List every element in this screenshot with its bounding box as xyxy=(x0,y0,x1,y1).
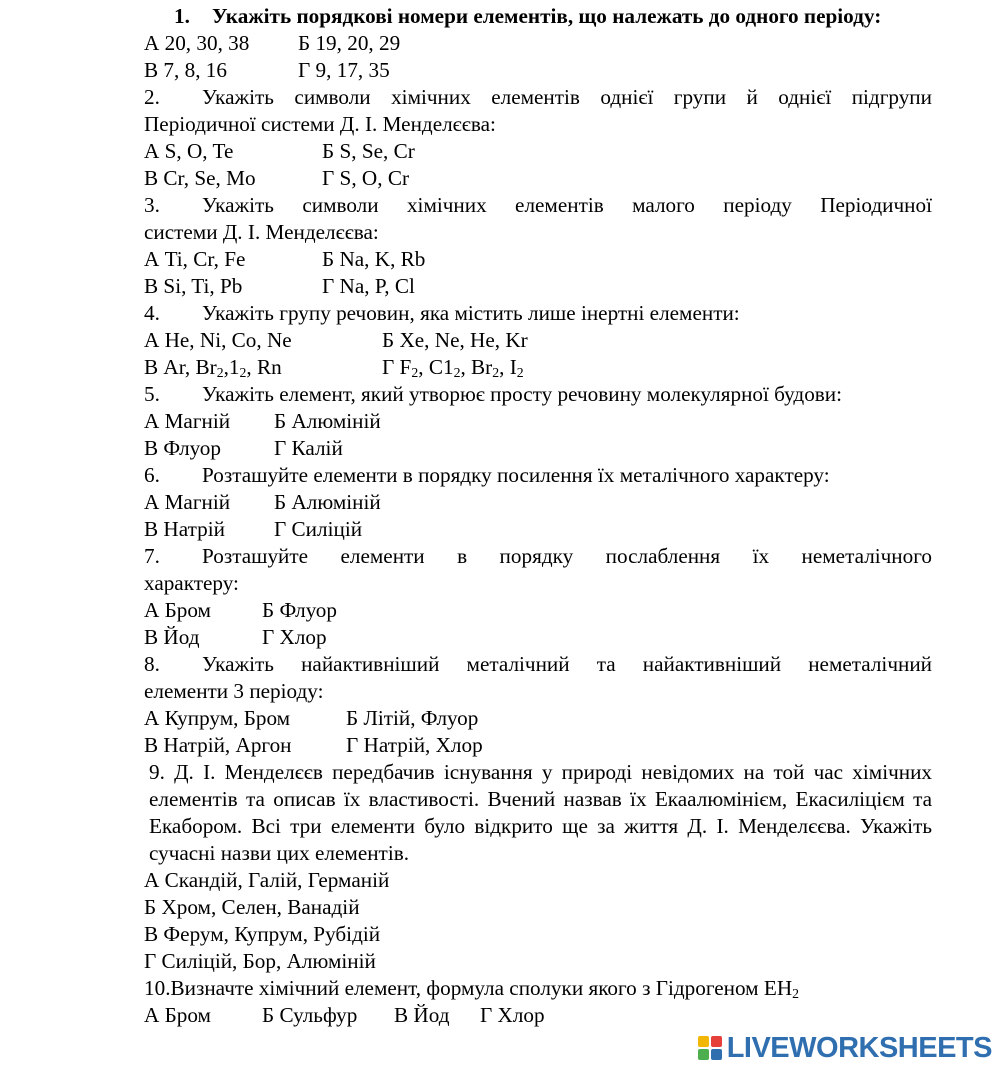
option-b[interactable]: Б Флуор xyxy=(262,598,337,622)
option-g[interactable]: Г Силіцій, Бор, Алюміній xyxy=(144,949,376,973)
question-1 xyxy=(144,3,932,30)
option-v[interactable]: В Cr, Se, Mo xyxy=(144,166,256,190)
option-g[interactable]: Г S, O, Cr xyxy=(322,166,410,190)
option-v[interactable]: В Натрій xyxy=(144,517,225,541)
option-g[interactable]: Г Калій xyxy=(274,436,343,460)
option-a[interactable]: А S, O, Te xyxy=(144,139,234,163)
liveworksheets-logo xyxy=(698,1033,992,1063)
option-b[interactable]: Б Алюміній xyxy=(274,490,381,514)
option-row xyxy=(144,597,932,624)
option-a[interactable]: А Магній xyxy=(144,409,231,433)
worksheet xyxy=(144,3,932,1029)
question-number: 6. xyxy=(144,463,160,487)
option-a[interactable]: А Скандій, Галій, Германій xyxy=(144,868,390,892)
question-text: Розташуйте елементи в порядку послаблення їх неметалічного xyxy=(202,544,932,568)
option-row xyxy=(144,138,932,165)
option-a[interactable]: А Купрум, Бром xyxy=(144,706,291,730)
logo-mark-icon xyxy=(698,1036,722,1060)
question-7 xyxy=(144,543,932,570)
question-text-continued: системи Д. І. Менделєєва: xyxy=(144,220,379,244)
option-v[interactable]: В Йод xyxy=(394,1003,450,1027)
option-a[interactable]: А Бром xyxy=(144,1003,211,1027)
question-text: Укажіть символи хімічних елементів малого періоду Періодичної xyxy=(202,193,932,217)
option-row xyxy=(144,273,932,300)
question-5 xyxy=(144,381,932,408)
question-number: 4. xyxy=(144,301,160,325)
option-v[interactable]: В Натрій, Аргон xyxy=(144,733,292,757)
option-b[interactable]: Б S, Se, Cr xyxy=(322,139,415,163)
option-a[interactable]: А Бром xyxy=(144,598,211,622)
option-g[interactable]: Г Натрій, Хлор xyxy=(346,733,483,757)
question-number: 8. xyxy=(144,652,160,676)
option-a[interactable]: А He, Ni, Co, Ne xyxy=(144,328,292,352)
question-3 xyxy=(144,192,932,219)
question-number: 10. xyxy=(144,976,171,1000)
option-row xyxy=(144,435,932,462)
question-number: 7. xyxy=(144,544,160,568)
question-number: 5. xyxy=(144,382,160,406)
question-text: Д. І. Менделєєв передбачив існування у природі невідомих на той час хімічних елементів та описав їх властивості. Вчений назвав їх Екаалюмінієм, Екасиліцієм та Екабором. Всі три елементи було відкрито ще за життя Д. І. Менделєєва. Укажіть сучасні назви цих елементів. xyxy=(149,760,933,865)
option-row xyxy=(144,624,932,651)
question-text: Визначте хімічний елемент, формула сполуки якого з Гідрогеном ЕН xyxy=(170,976,793,1000)
option-g[interactable]: Г Na, P, Cl xyxy=(322,274,415,298)
option-a[interactable]: А Ti, Cr, Fe xyxy=(144,247,246,271)
question-text-continued: характеру: xyxy=(144,571,239,595)
option-row xyxy=(144,705,932,732)
question-number: 2. xyxy=(144,85,160,109)
option-row xyxy=(144,732,932,759)
question-text-continued: Періодичної системи Д. І. Менделєєва: xyxy=(144,112,496,136)
option-g[interactable]: Г Хлор xyxy=(480,1003,545,1027)
option-row xyxy=(144,30,932,57)
option-row xyxy=(144,354,932,381)
option-a[interactable]: А Магній xyxy=(144,490,231,514)
option-v[interactable]: В Si, Ti, Pb xyxy=(144,274,243,298)
question-number: 3. xyxy=(144,193,160,217)
question-6 xyxy=(144,462,932,489)
subscript: 2 xyxy=(792,986,800,1001)
option-b[interactable]: Б Na, K, Rb xyxy=(322,247,426,271)
option-v[interactable]: В Флуор xyxy=(144,436,221,460)
option-b[interactable]: Б 19, 20, 29 xyxy=(298,31,401,55)
logo-text: LIVEWORKSHEETS xyxy=(726,1031,992,1064)
option-v[interactable]: В 7, 8, 16 xyxy=(144,58,227,82)
option-row xyxy=(144,165,932,192)
question-text: Укажіть найактивніший металічний та найактивніший неметалічний xyxy=(202,652,932,676)
question-9 xyxy=(144,759,932,867)
option-g[interactable]: Г 9, 17, 35 xyxy=(298,58,390,82)
option-row xyxy=(144,408,932,435)
option-row xyxy=(144,489,932,516)
option-row xyxy=(144,516,932,543)
option-b[interactable]: Б Сульфур xyxy=(262,1003,358,1027)
option-row xyxy=(144,246,932,273)
option-v[interactable]: В Ферум, Купрум, Рубідій xyxy=(144,922,381,946)
option-b[interactable]: Б Літій, Флуор xyxy=(346,706,479,730)
question-text: Укажіть елемент, який утворює просту речовину молекулярної будови: xyxy=(202,382,843,406)
question-text: Розташуйте елементи в порядку посилення їх металічного характеру: xyxy=(202,463,830,487)
question-8 xyxy=(144,651,932,678)
question-text: Укажіть групу речовин, яка містить лише інертні елементи: xyxy=(202,301,740,325)
question-text-continued: елементи 3 періоду: xyxy=(144,679,324,703)
question-number: 1. xyxy=(174,4,190,28)
question-2 xyxy=(144,84,932,111)
question-10 xyxy=(144,975,932,1002)
option-b[interactable]: Б Xe, Ne, He, Kr xyxy=(382,328,528,352)
option-row xyxy=(144,57,932,84)
option-g[interactable]: Г $F_2$, $C1_2$, $Br_2$, $I_2$ xyxy=(382,355,524,380)
option-b[interactable]: Б Хром, Селен, Ванадій xyxy=(144,895,360,919)
option-v[interactable]: В Йод xyxy=(144,625,200,649)
question-number: 9. xyxy=(149,760,165,784)
option-g[interactable]: Г Силіцій xyxy=(274,517,363,541)
option-g[interactable]: Г Хлор xyxy=(262,625,327,649)
option-a[interactable]: А 20, 30, 38 xyxy=(144,31,250,55)
option-b[interactable]: Б Алюміній xyxy=(274,409,381,433)
option-row xyxy=(144,1002,932,1029)
option-row xyxy=(144,327,932,354)
question-text: Укажіть порядкові номери елементів, що належать до одного періоду: xyxy=(212,4,882,28)
question-text: Укажіть символи хімічних елементів однієї групи й однієї підгрупи xyxy=(202,85,932,109)
option-v[interactable]: В Ar, $Br_2,1_2$, Rn xyxy=(144,355,282,380)
question-4 xyxy=(144,300,932,327)
